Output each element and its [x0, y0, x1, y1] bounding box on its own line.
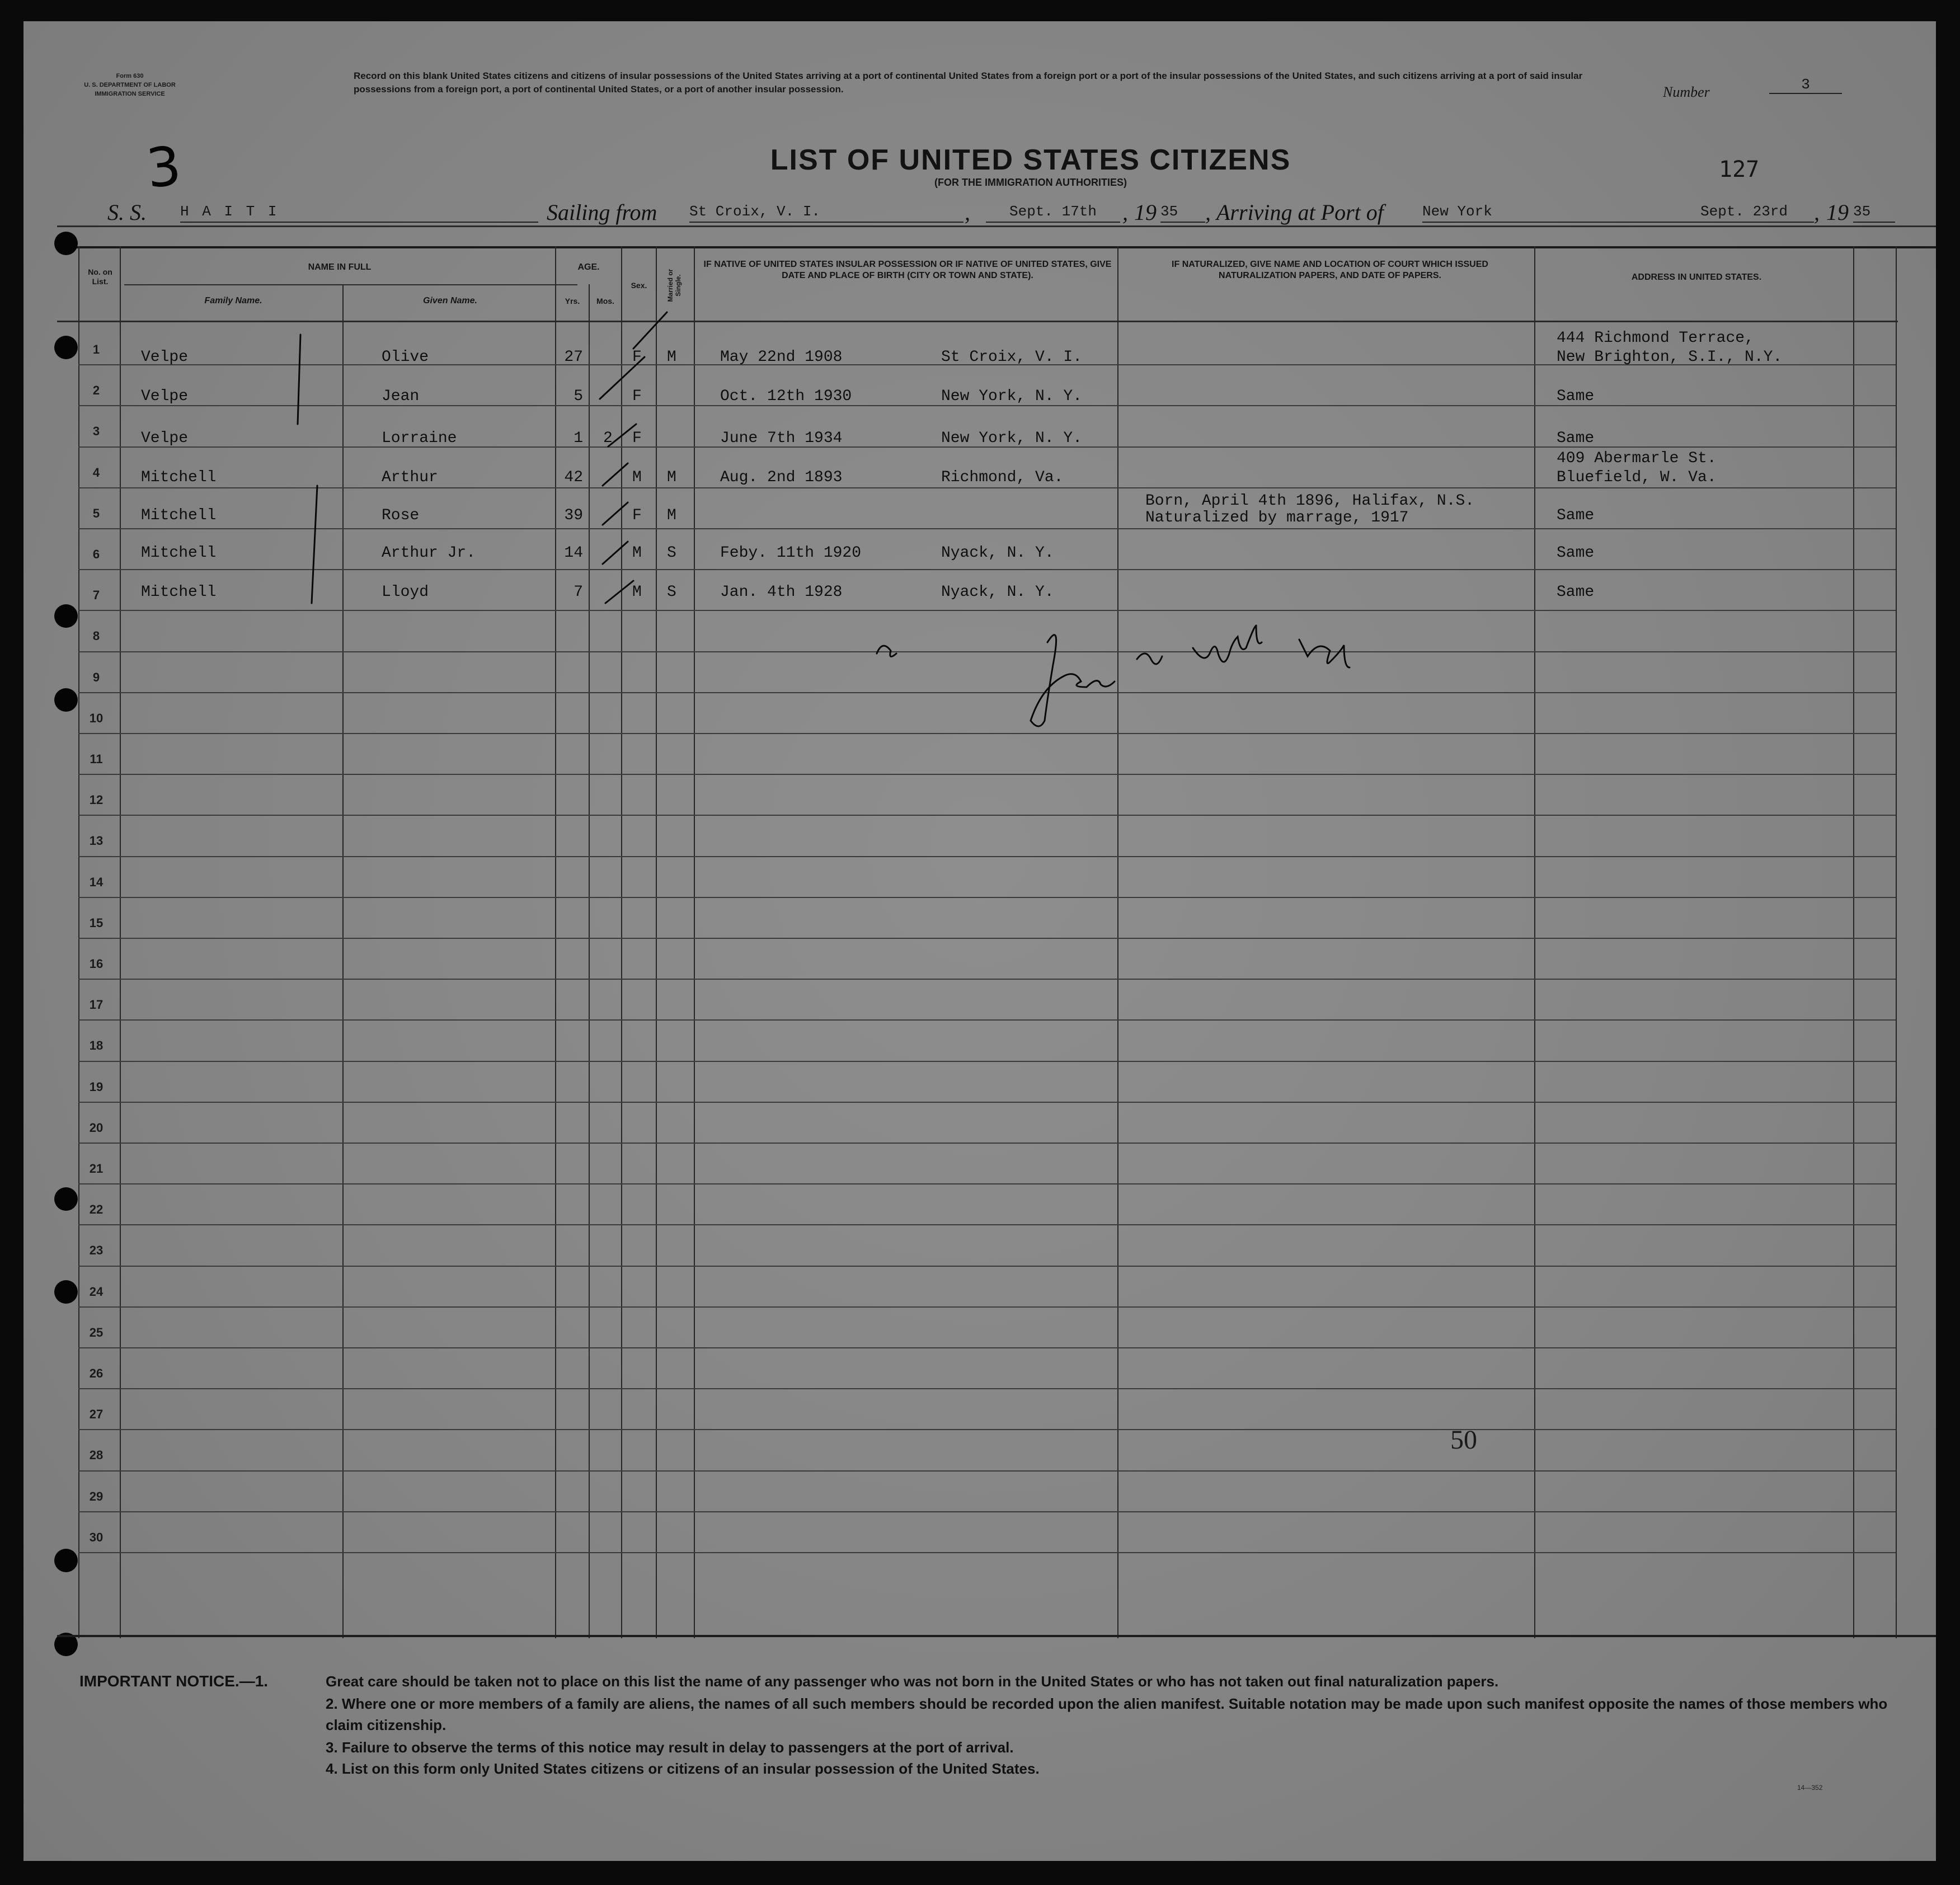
passenger-sex: M — [632, 584, 642, 601]
passenger-birth-place: St Croix, V. I. — [941, 349, 1083, 366]
sailing-from-label: Sailing from — [547, 200, 657, 225]
passenger-address: 409 Abermarle St. — [1557, 450, 1717, 467]
passenger-given-name: Arthur Jr. — [382, 544, 476, 562]
comma-1: , — [965, 200, 970, 225]
arriving-year-suffix: 35 — [1853, 201, 1895, 223]
tick-mark-7 — [605, 581, 633, 603]
passenger-given-name: Jean — [382, 388, 420, 405]
passenger-address-line-2: Bluefield, W. Va. — [1557, 469, 1717, 486]
tick-mark-5 — [603, 502, 628, 525]
passenger-address-line-2: New Brighton, S.I., N.Y. — [1557, 349, 1783, 366]
passenger-family-name: Mitchell — [141, 507, 217, 524]
passenger-sex: M — [632, 469, 642, 486]
form-id-line-1: Form 630 — [116, 73, 144, 79]
passenger-address: Same — [1557, 388, 1595, 405]
page-subtitle: (FOR THE IMMIGRATION AUTHORITIES) — [934, 177, 1127, 188]
row-number: 3 — [92, 424, 100, 438]
sailing-date: Sept. 17th — [986, 201, 1120, 223]
total-count: 50 — [1450, 1425, 1477, 1455]
header-name-in-full: NAME IN FULL — [308, 262, 372, 272]
passenger-birth-date: June 7th 1934 — [720, 430, 843, 447]
row-number: 23 — [89, 1243, 104, 1257]
row-number: 21 — [89, 1162, 104, 1176]
passenger-family-name: Velpe — [141, 430, 189, 447]
passenger-address: 444 Richmond Terrace, — [1557, 330, 1754, 347]
arriving-year-prefix: 19 — [1826, 200, 1849, 225]
header-mos: Mos. — [596, 297, 614, 305]
binder-hole — [54, 232, 78, 255]
passenger-birth-place: Richmond, Va. — [941, 469, 1064, 486]
number-value: 3 — [1769, 76, 1842, 94]
binder-hole — [54, 336, 78, 359]
notice-item-3: 3. Failure to observe the terms of this notice may result in delay to passengers at the port of arrival. — [326, 1739, 1014, 1756]
passenger-birth-date: Aug. 2nd 1893 — [720, 469, 843, 486]
row-number: 19 — [89, 1080, 104, 1094]
record-instructions: Record on this blank United States citizens and citizens of insular possessions of the United States arriving at a port of continental United States from a foreign port or a port of the insular possessions of the United States, and such citizens arriving at a port of said insular possessions from a foreign port, a port of continental United States, or a port of another insular possession. — [354, 70, 1583, 95]
passenger-address: Same — [1557, 584, 1595, 601]
passenger-address: Same — [1557, 507, 1595, 524]
passenger-birth-date: Feby. 11th 1920 — [720, 544, 862, 562]
passenger-age-years: 14 — [564, 544, 583, 562]
binder-hole — [54, 1187, 78, 1211]
row-number: 20 — [89, 1121, 104, 1135]
row-number: 11 — [90, 752, 103, 766]
bracket-mark-mitchell — [312, 486, 317, 603]
table-bottom-rule — [57, 1635, 1936, 1637]
form-id-line-3: IMMIGRATION SERVICE — [95, 91, 165, 97]
header-married-single: Married or Single. — [666, 269, 682, 302]
row-number: 12 — [89, 793, 104, 807]
tick-mark-1 — [633, 312, 667, 349]
row-number: 1 — [92, 342, 100, 356]
passenger-marital-status: S — [667, 584, 676, 601]
passenger-naturalization-info: Born, April 4th 1896, Halifax, N.S. — [1145, 492, 1475, 510]
passenger-age-years: 5 — [574, 388, 583, 405]
notice-item-2: 2. Where one or more members of a family are aliens, the names of all such members should be recorded upon the alien manifest. Suitable notation may be made upon such manifest opposite the names of those members who claim citizenship. — [326, 1695, 1888, 1733]
passenger-given-name: Lloyd — [382, 584, 429, 601]
row-number: 28 — [89, 1448, 104, 1462]
arriving-date: Sept. 23rd — [1674, 201, 1814, 223]
passenger-given-name: Arthur — [382, 469, 438, 486]
signature-insp — [1299, 640, 1350, 667]
binder-hole — [54, 1549, 78, 1572]
passenger-birth-place: New York, N. Y. — [941, 430, 1083, 447]
sailing-port: St Croix, V. I. — [689, 201, 963, 223]
row-number: 8 — [92, 629, 100, 643]
handwriting-layer — [23, 21, 1936, 1861]
header-native-birth: IF NATIVE OF UNITED STATES INSULAR POSSESSION OR IF NATIVE OF UNITED STATES, GIVE DATE AND PLACE OF BIRTH (CITY OR TOWN AND STATE). — [703, 260, 1112, 280]
notice-item-4: 4. List on this form only United States citizens or citizens of an insular possession of the United States. — [326, 1760, 1040, 1777]
sailing-year-suffix: 35 — [1160, 201, 1205, 223]
row-number: 29 — [89, 1489, 104, 1503]
row-number: 6 — [92, 547, 100, 561]
passenger-sex: F — [632, 388, 642, 405]
header-naturalized: IF NATURALIZED, GIVE NAME AND LOCATION OF COURT WHICH ISSUED NATURALIZATION PAPERS, AND DATE OF PAPERS. — [1172, 260, 1488, 280]
row-number: 4 — [92, 466, 100, 480]
passenger-given-name: Rose — [382, 507, 420, 524]
passenger-sex: F — [632, 430, 642, 447]
row-number: 30 — [89, 1530, 104, 1544]
passenger-age-months: 2 — [603, 430, 613, 447]
row-number: 16 — [89, 957, 104, 971]
row-number: 13 — [89, 834, 104, 848]
row-number: 17 — [89, 998, 104, 1012]
ss-label: S. S. — [107, 200, 147, 225]
notice-item-1: Great care should be taken not to place on this list the name of any passenger who was not born in the United States or who has not taken out final naturalization papers. — [326, 1673, 1499, 1690]
row-number: 10 — [89, 711, 104, 725]
passenger-marital-status: M — [667, 469, 676, 486]
passenger-sex: F — [632, 349, 642, 366]
row-number: 24 — [89, 1285, 104, 1299]
row-number: 14 — [89, 875, 104, 889]
header-sex: Sex. — [631, 281, 647, 290]
row-number: 27 — [89, 1407, 104, 1421]
sailing-year-prefix: 19 — [1134, 200, 1157, 225]
passenger-given-name: Olive — [382, 349, 429, 366]
page-number: 127 — [1719, 157, 1760, 182]
passenger-sex: F — [632, 507, 642, 524]
form-id-line-2: U. S. DEPARTMENT OF LABOR — [84, 82, 176, 88]
binder-hole — [54, 688, 78, 712]
passenger-birth-date: Jan. 4th 1928 — [720, 584, 843, 601]
passenger-birth-date: Oct. 12th 1930 — [720, 388, 852, 405]
comma-2: , — [1122, 200, 1128, 225]
row-number: 5 — [92, 506, 100, 520]
passenger-birth-place: Nyack, N. Y. — [941, 584, 1054, 601]
passenger-age-years: 7 — [574, 584, 583, 601]
passenger-address: Same — [1557, 430, 1595, 447]
ship-name: H A I T I — [180, 201, 538, 223]
comma-3: , — [1205, 200, 1211, 225]
row-number: 2 — [92, 383, 100, 397]
arriving-port: New York — [1422, 201, 1674, 223]
comma-4: , — [1814, 200, 1820, 225]
stamped-number: 3 — [143, 134, 184, 200]
passenger-age-years: 27 — [564, 349, 583, 366]
passenger-given-name: Lorraine — [382, 430, 457, 447]
passenger-marital-status: M — [667, 507, 676, 524]
header-no: No. on List. — [88, 267, 112, 286]
form-code: 14—352 — [1797, 1784, 1823, 1792]
bracket-mark-velpe — [298, 335, 300, 424]
passenger-birth-place: New York, N. Y. — [941, 388, 1083, 405]
row-number: 7 — [92, 588, 100, 602]
passenger-family-name: Mitchell — [141, 469, 217, 486]
passenger-age-years: 39 — [564, 507, 583, 524]
row-number: 26 — [89, 1366, 104, 1380]
row-number: 15 — [89, 916, 104, 930]
tick-mark-2 — [600, 357, 645, 399]
passenger-family-name: Mitchell — [141, 584, 217, 601]
passenger-naturalization-info-2: Naturalized by marrage, 1917 — [1145, 509, 1409, 527]
tick-mark-3 — [608, 424, 636, 446]
header-family-name: Family Name. — [204, 296, 262, 305]
notice-heading: IMPORTANT NOTICE.—1. — [79, 1672, 269, 1690]
page-title: LIST OF UNITED STATES CITIZENS — [770, 144, 1291, 176]
passenger-address: Same — [1557, 544, 1595, 562]
manifest-sheet — [23, 21, 1936, 1861]
passenger-age-years: 1 — [574, 430, 583, 447]
number-label: Number — [1663, 84, 1710, 100]
header-address: ADDRESS IN UNITED STATES. — [1631, 272, 1762, 282]
binder-hole — [54, 1280, 78, 1304]
header-age: AGE. — [577, 262, 600, 272]
passenger-marital-status: M — [667, 349, 676, 366]
row-number: 22 — [89, 1202, 104, 1216]
header-yrs: Yrs. — [565, 297, 580, 305]
header-given-name: Given Name. — [423, 296, 477, 305]
row-number: 9 — [92, 670, 100, 684]
passenger-family-name: Velpe — [141, 349, 189, 366]
passenger-birth-place: Nyack, N. Y. — [941, 544, 1054, 562]
tick-mark-6 — [603, 542, 628, 564]
passenger-family-name: Velpe — [141, 388, 189, 405]
arriving-label: Arriving at Port of — [1216, 200, 1384, 225]
binder-hole — [54, 604, 78, 628]
row-number: 18 — [89, 1038, 104, 1052]
passenger-age-years: 42 — [564, 469, 583, 486]
passenger-birth-date: May 22nd 1908 — [720, 349, 843, 366]
passenger-marital-status: S — [667, 544, 676, 562]
tick-mark-4 — [603, 463, 628, 486]
row-number: 25 — [89, 1325, 104, 1339]
passenger-sex: M — [632, 544, 642, 562]
passenger-family-name: Mitchell — [141, 544, 217, 562]
